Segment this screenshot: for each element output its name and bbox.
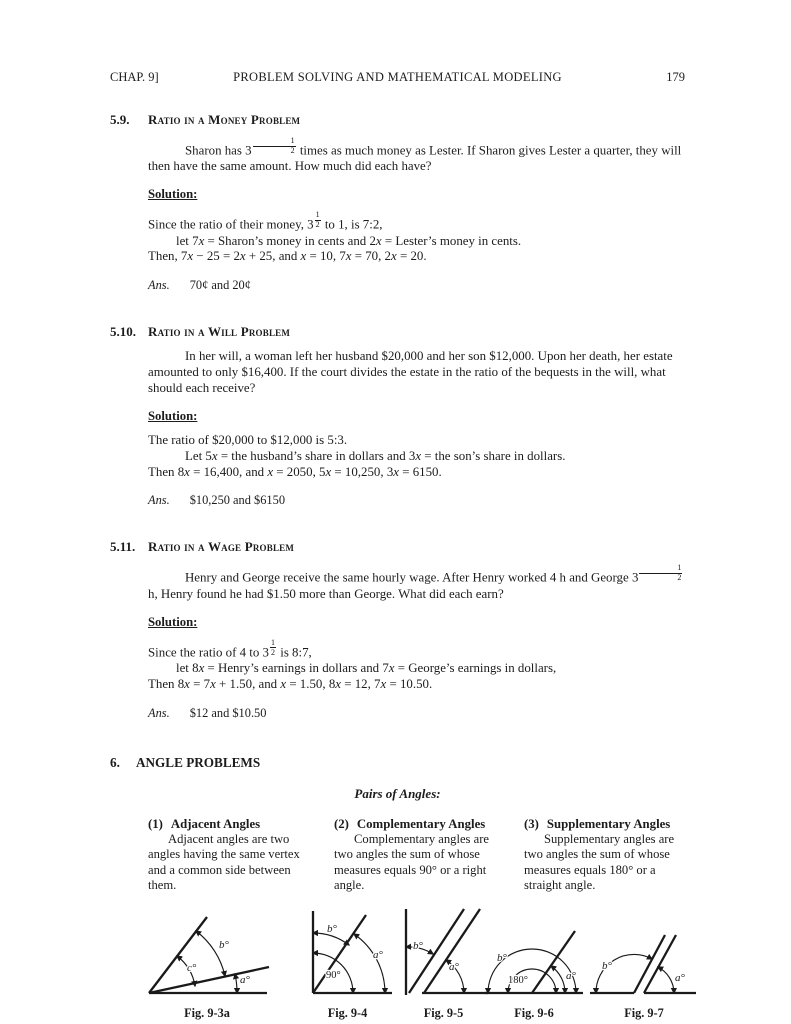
supplementary-angles-diagram: [482, 929, 586, 999]
angle-label-b: b°: [327, 923, 337, 936]
column-heading: Supplementary Angles: [546, 816, 671, 831]
solution-line: Then 8x = 16,400, and x = 2050, 5x = 10,250, 3x = 6150.: [148, 464, 442, 479]
solution-line: Since the ratio of their money, 3 $\frac{1}{2}$ to 1, is 7:2,: [148, 210, 383, 232]
problem-title: Ratio in a Money Problem: [148, 112, 301, 127]
problem-5-11: [110, 539, 685, 720]
problem-number: 5.10.: [110, 324, 136, 340]
figure-9-4: [300, 907, 395, 1021]
complementary-angles-diagram-2: [396, 903, 491, 999]
angle-label-a: a°: [373, 949, 383, 962]
column-adjacent-angles: [148, 817, 312, 893]
solution-line: The ratio of $20,000 to $12,000 is 5:3.: [148, 432, 348, 447]
column-complementary-angles: [334, 817, 494, 893]
angle-label-b: b°: [497, 952, 507, 965]
figure-caption: Fig. 9-5: [423, 1006, 464, 1021]
angle-label-a: a°: [240, 974, 250, 987]
column-body: Complementary angles are two angles the sum of whose measures equals 90° or a right angle.: [334, 832, 489, 892]
page-number: 179: [666, 70, 685, 84]
solution-label: Solution:: [148, 614, 198, 629]
figure-caption: Fig. 9-4: [327, 1006, 368, 1021]
problem-title: Ratio in a Wage Problem: [148, 539, 295, 555]
solution-line: let 7x = Sharon’s money in cents and 2x = Lester’s money in cents.: [176, 233, 522, 248]
problem-title: Ratio in a Will Problem: [148, 324, 291, 340]
figure-9-7: [588, 929, 700, 1021]
column-body: Supplementary angles are two angles the sum of whose measures equals 180° or a straight angle.: [524, 832, 675, 892]
running-title: PROBLEM SOLVING AND MATHEMATICAL MODELING: [233, 70, 562, 84]
section-title: ANGLE PROBLEMS: [136, 754, 261, 770]
angle-label-b: b°: [602, 960, 612, 973]
angle-label-b: b°: [219, 939, 229, 952]
angle-label-b: b°: [413, 940, 423, 953]
problem-5-10: [110, 324, 685, 508]
problem-statement: In her will, a woman left her husband $20,000 and her son $12,000. Upon her death, her estate amounted to only $16,400. If the court divides the estate in the ratio of the bequests in the will, what should each receive?: [148, 349, 673, 395]
problem-statement: Sharon has 3 $\frac{1}{2}$ times as much money as Lester. If Sharon gives Lester a quarter, they will then have the same amount. How much did each have?: [148, 136, 682, 174]
answer-label: Ans.: [148, 278, 170, 293]
answer-text: $12 and $10.50: [189, 705, 267, 720]
problem-number: 5.9.: [110, 112, 130, 127]
column-number: (2): [334, 816, 349, 831]
angle-label-a: a°: [566, 970, 576, 983]
answer-label: Ans.: [148, 705, 170, 720]
figure-caption: Fig. 9-6: [514, 1006, 554, 1021]
figure-9-3a: [143, 915, 271, 1021]
problem-number: 5.11.: [110, 539, 136, 555]
adjacent-angles-diagram: [143, 915, 271, 999]
solution-label: Solution:: [148, 408, 198, 423]
answer-text: $10,250 and $6150: [189, 493, 286, 508]
solution-line: Let 5x = the husband’s share in dollars and 3x = the son’s share in dollars.: [185, 448, 566, 463]
right-angle-label: 90°: [326, 970, 341, 982]
page-header: [110, 70, 685, 85]
column-number: (1): [148, 816, 163, 831]
section-number: 6.: [110, 754, 120, 770]
column-heading: Complementary Angles: [356, 816, 486, 831]
angle-definition-columns: [148, 817, 685, 893]
pairs-of-angles-title: Pairs of Angles:: [354, 785, 441, 801]
angle-label-a: a°: [675, 972, 685, 985]
solution-line: Since the ratio of 4 to 3 $\frac{1}{2}$ is 8:7,: [148, 637, 312, 660]
chapter-label: CHAP. 9]: [110, 70, 159, 84]
answer-label: Ans.: [148, 493, 170, 508]
column-number: (3): [524, 816, 539, 831]
column-body: Adjacent angles are two angles having the same vertex and a common side between them.: [148, 832, 300, 892]
figure-9-5: [396, 903, 491, 1021]
problem-statement: Henry and George receive the same hourly wage. After Henry worked 4 h and George 3 $\frac{1}{2}$ h, Henry found he had $1.50 more than George. What did each earn?: [148, 563, 682, 601]
answer-text: 70¢ and 20¢: [189, 278, 251, 293]
figure-caption: Fig. 9-7: [624, 1006, 664, 1021]
straight-angle-label: 180°: [508, 975, 528, 987]
solution-label: Solution:: [148, 187, 198, 202]
section-6-angle-problems: [110, 755, 685, 1021]
solution-line: let 8x = Henry’s earnings in dollars and 7x = George’s earnings in dollars,: [176, 660, 557, 675]
complementary-angles-diagram: [300, 907, 395, 999]
figure-caption: Fig. 9-3a: [184, 1006, 230, 1021]
solution-line: Then 8x = 7x + 1.50, and x = 1.50, 8x = 12, 7x = 10.50.: [148, 676, 433, 691]
angle-label-c: c°: [187, 962, 197, 975]
supplementary-angles-diagram-2: [588, 929, 700, 999]
column-supplementary-angles: [524, 817, 683, 893]
figure-row: [110, 903, 685, 1021]
solution-line: Then, 7x − 25 = 2x + 25, and x = 10, 7x = 70, 2x = 20.: [148, 249, 427, 264]
problem-5-9: [110, 112, 685, 293]
angle-label-a: a°: [449, 961, 459, 974]
figure-9-6: [482, 929, 586, 1021]
column-heading: Adjacent Angles: [170, 816, 261, 831]
